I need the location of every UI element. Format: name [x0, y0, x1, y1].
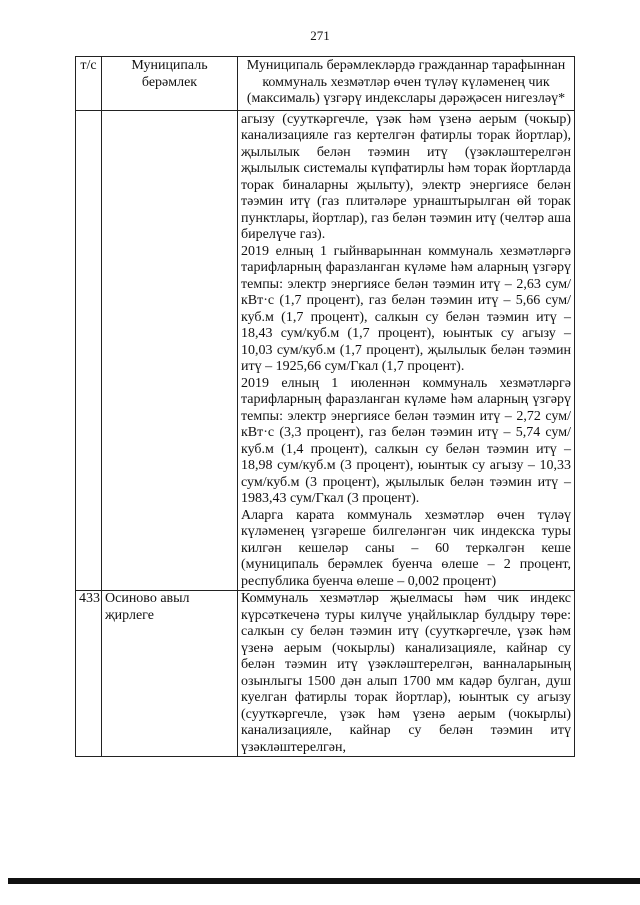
header-number: т/с [76, 57, 102, 111]
table-header-row [76, 57, 575, 111]
basis-paragraph: агызу (сууткәргечле, үзәк һәм үзенә аерым (чокыр) канализацияле газ кертелгән фатирлы торак йортлар), җылылык белән тәэмин итү (үзәкләштерелгән җылылык системалы күпфатирлы һәм торак йортларда торак биналарны җылыту), электр энергиясе белән тәэмин итү (газ плитәләре урнаштырылган өй торак пунктлары, йортлар), газ белән тәэмин итү (челтәр аша бирелүче газ). [241, 111, 571, 242]
basis-paragraph: 2019 елның 1 июленнән коммуналь хезмәтләргә тарифларның фаразланган күләме һәм аларның үзгәрү темпы: электр энергиясе белән тәэмин итү – 2,72 сум/кВт·с (3,3 процент), газ белән тәэмин итү – 5,74 сум/куб.м (1,4 процент), салкын су белән тәэмин итү – 18,98 сум/куб.м (3 процент), юынтык су агызу – 10,33 сум/куб.м (3 процент), җылылык белән тәэмин итү – 1983,43 сум/Гкал (3 процент). [241, 375, 571, 506]
row-municipality [102, 110, 238, 591]
index-table [75, 56, 575, 757]
basis-paragraph: 2019 елның 1 гыйнварыннан коммуналь хезмәтләргә тарифларның фаразланган күләме һәм аларның үзгәрү темпы: электр энергиясе белән тәэмин итү – 2,63 сум/кВт·с (1,7 процент), газ белән тәэмин итү – 5,66 сум/куб.м (1,7 процент), салкын су белән тәэмин итү – 18,43 сум/куб.м (1,7 процент), юынтык су агызу – 10,03 сум/куб.м (1,7 процент), җылылык белән тәэмин итү – 1925,66 сум/Гкал (1,7 процент). [241, 243, 571, 374]
table-row [76, 110, 575, 591]
header-basis: Муниципаль берәмлекләрдә гражданнар тарафыннан коммуналь хезмәтләр өчен түләү күләменең чик (максималь) үзгәрү индекслары дәрәҗәсен нигезләү* [238, 57, 575, 111]
row-basis [238, 591, 575, 757]
row-municipality: Осиново авыл җирлеге [102, 591, 238, 757]
table-row [76, 591, 575, 757]
scan-edge-bar [8, 878, 640, 884]
row-number: 433 [76, 591, 102, 757]
row-basis [238, 110, 575, 591]
basis-paragraph: Аларга карата коммуналь хезмәтләр өчен түләү күләменең үзгәреше билгеләнгән чик индекска туры килгән кешеләр саны – 60 теркәлгән кеше (муниципаль берәмлек буенча өлеше – 2 процент, республика буенча өлеше – 0,002 процент) [241, 507, 571, 589]
basis-paragraph: Коммуналь хезмәтләр җыелмасы һәм чик индекс күрсәткеченә туры килүче уңайлыклар булдыру төре: салкын су белән тәэмин итү (сууткәргечле, үзәк һәм үзенә аерым (чокырлы) канализацияле, кайнар су белән тәэмин итү үзәкләштерелгән, ванналарының озынлыгы 1500 дән алып 1700 мм кадәр булган, душ куелган фатирлы торак йортлар), юынтык су агызу (сууткәргечле, үзәк һәм үзенә аерым (чокырлы) канализацияле, кайнар су белән тәэмин итү үзәкләштерелгән, [241, 591, 571, 755]
header-municipality: Муниципаль берәмлек [102, 57, 238, 111]
page-number: 271 [310, 28, 330, 43]
row-number [76, 110, 102, 591]
